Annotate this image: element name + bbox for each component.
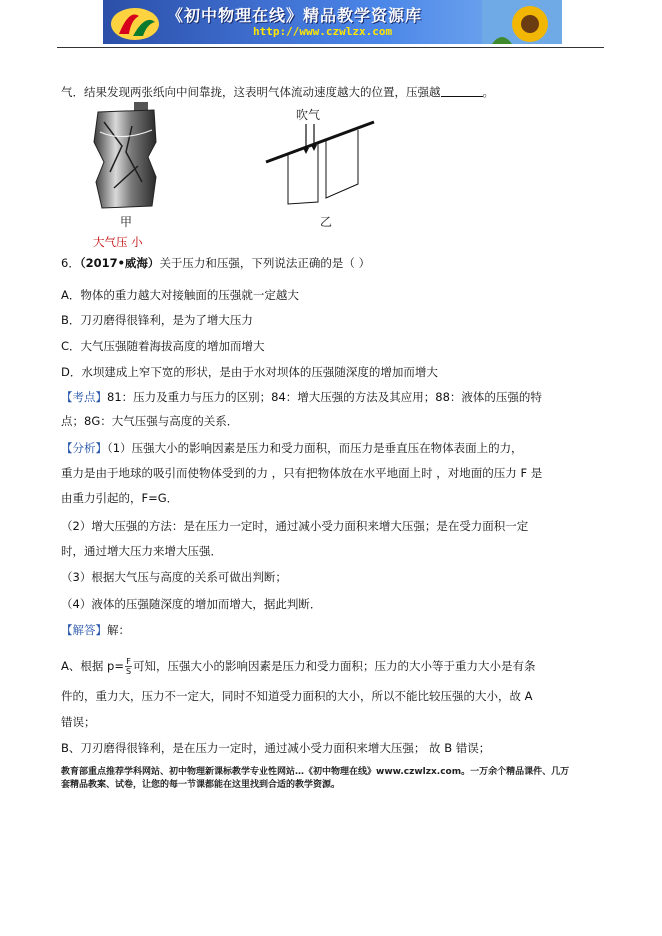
option-c: C．大气压强随着海拔高度的增加而增大 [61,339,265,353]
fenxi-tag: 【分析】 [61,441,107,455]
kaodian-line-2: 点；8G：大气压强与高度的关系． [61,414,239,428]
site-logo-icon [109,4,161,42]
q5-text-after: 。 [482,85,494,99]
fraction-denominator: S [125,667,132,676]
q5-answer: 大气压 小 [93,235,143,249]
q6-stem-text: 关于压力和压强，下列说法正确的是（ ） [159,256,371,270]
pressure-formula-fraction [125,657,132,676]
option-a: A．物体的重力越大对接触面的压强就一定越大 [61,288,299,302]
crumpled-can-illustration [92,102,162,212]
jieda-a-pre: A、根据 p= [61,659,124,673]
jieda-a-line-3: 错误； [61,715,96,729]
two-papers-diagram [264,118,376,214]
header-divider [57,47,604,48]
q5-figure [80,100,380,250]
jieda-head: 解： [107,623,130,637]
sunflower-icon [482,0,562,44]
banner-url[interactable]: http://www.czwlzx.com [253,25,393,38]
fenxi-line-4: （2）增大压强的方法：是在压力一定时，通过减小受力面积来增大压强；是在受力面积一定 [61,519,529,533]
option-b: B．刀刃磨得很锋利，是为了增大压力 [61,313,253,327]
jieda-b-line: B、刀刃磨得很锋利，是在压力一定时，通过减小受力面积来增大压强； 故 B 错误； [61,741,491,755]
fraction-numerator: F [126,657,131,666]
fenxi-line-7: （4）液体的压强随深度的增加而增大，据此判断． [61,597,322,611]
fenxi-line-6: （3）根据大气压与高度的关系可做出判断； [61,570,287,584]
q6-stem [61,255,370,271]
kaodian-text-1: 81：压力及重力与压力的区别；84：增大压强的方法及其应用；88：液体的压强的特 [107,390,542,404]
jieda-a-line-1 [61,657,536,676]
blow-label: 吹气 [296,108,321,122]
fenxi-text-1: （1）压强大小的影响因素是压力和受力面积，而压力是垂直压在物体表面上的力， [107,441,523,455]
q6-number: 6． [61,256,80,270]
jieda-tag: 【解答】 [61,623,107,637]
fenxi-line-3: 由重力引起的，F=G． [61,491,179,505]
banner-title: 《初中物理在线》精品教学资源库 [167,6,423,25]
fenxi-line-5: 时，通过增大压力来增大压强． [61,544,222,558]
figure-label-a: 甲 [120,215,133,229]
footer-line-2: 套精品教案、试卷，让您的每一节课都能在这里找到合适的教学资源。 [61,780,341,790]
option-d: D．水坝建成上窄下宽的形状，是由于水对坝体的压强随深度的增加而增大 [61,365,438,379]
answer-blank [441,85,483,97]
jieda-line [61,622,130,638]
q6-source: （2017•威海） [79,256,160,270]
kaodian-line-1 [61,389,542,405]
q5-text [61,84,494,100]
jieda-a-post: 可知，压强大小的影响因素是压力和受力面积；压力的大小等于重力大小是有条 [133,659,536,673]
jieda-a-line-2: 件的，重力大，压力不一定大，同时不知道受力面积的大小，所以不能比较压强的大小，故 A [61,689,533,703]
footer-line-1: 教育部重点推荐学科网站、初中物理新课标教学专业性网站…《初中物理在线》www.czwlzx.com。一万余个精品课件、几万 [61,767,570,777]
fenxi-line-1 [61,440,523,456]
figure-label-b: 乙 [320,215,333,229]
kaodian-tag: 【考点】 [61,390,107,404]
header-banner [103,0,562,44]
q5-text-before: 气．结果发现两张纸向中间靠拢，这表明气体流动速度越大的位置，压强越 [61,85,441,99]
fenxi-line-2: 重力是由于地球的吸引而使物体受到的力 ，只有把物体放在水平地面上时 ，对地面的压力 F 是 [61,466,543,480]
